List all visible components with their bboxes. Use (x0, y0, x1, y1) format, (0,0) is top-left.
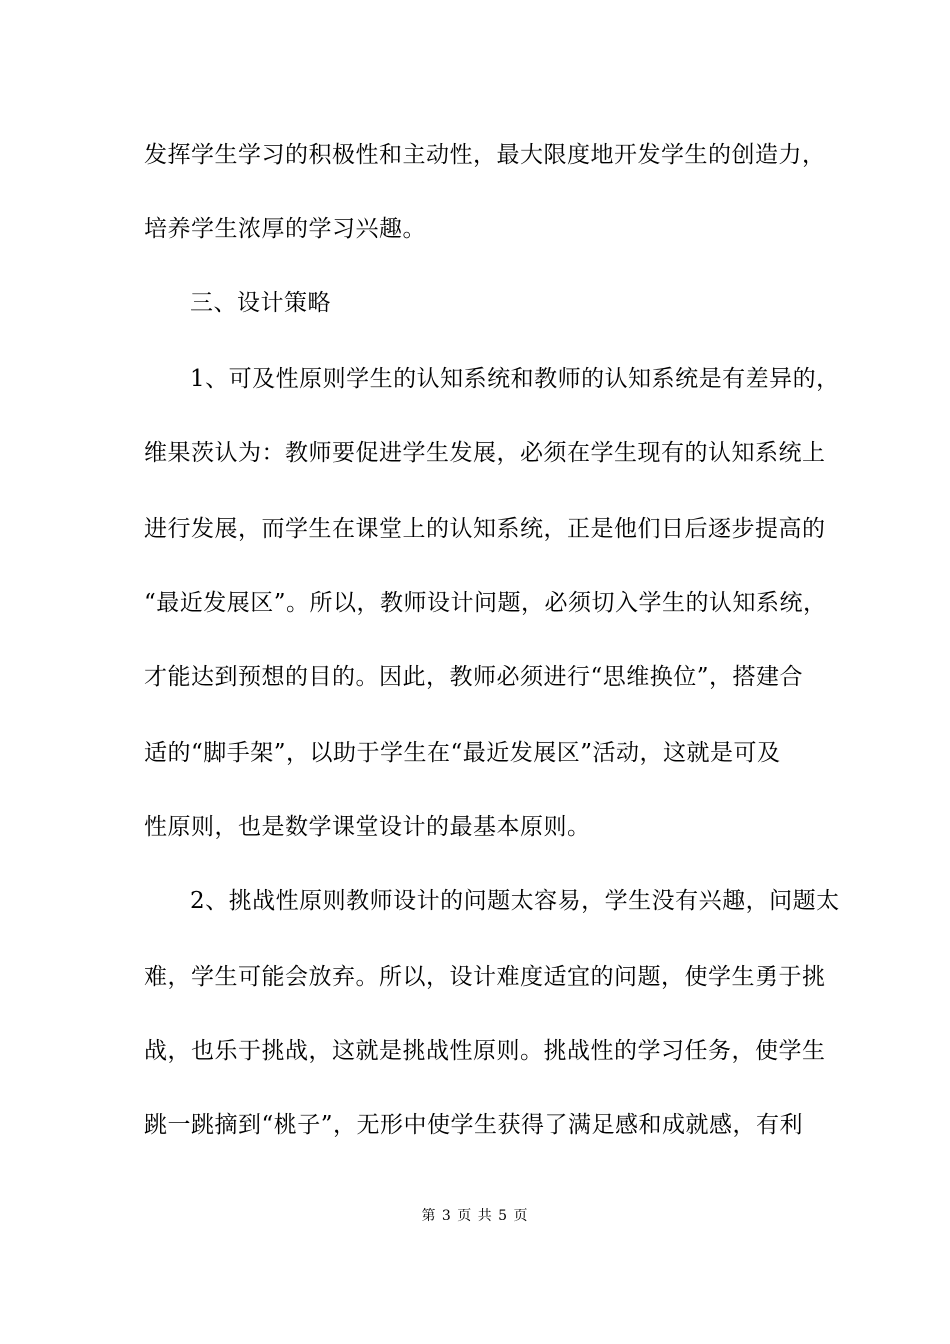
body-text-line: 2、挑战性原则教师设计的问题太容易，学生没有兴趣，问题太 (190, 888, 840, 914)
body-text-line: 适的“脚手架”，以助于学生在“最近发展区”活动，这就是可及 (144, 740, 781, 766)
body-text-line: 跳一跳摘到“桃子”，无形中使学生获得了满足感和成就感，有利 (144, 1112, 804, 1138)
body-text-line: “最近发展区”。所以，教师设计问题，必须切入学生的认知系统， (144, 590, 827, 616)
body-text-line: 难，学生可能会放弃。所以，设计难度适宜的问题，使学生勇于挑 (144, 964, 826, 990)
body-text-line: 发挥学生学习的积极性和主动性，最大限度地开发学生的创造力， (144, 142, 826, 168)
section-heading: 三、设计策略 (190, 290, 331, 316)
body-text-line: 性原则，也是数学课堂设计的最基本原则。 (144, 814, 591, 840)
body-text-line: 才能达到预想的目的。因此，教师必须进行“思维换位”，搭建合 (144, 664, 804, 690)
body-text-line: 维果茨认为：教师要促进学生发展，必须在学生现有的认知系统上 (144, 440, 826, 466)
page-number-footer: 第 3 页 共 5 页 (421, 1208, 529, 1224)
body-text-line: 战，也乐于挑战，这就是挑战性原则。挑战性的学习任务，使学生 (144, 1038, 826, 1064)
body-text-line: 1、可及性原则学生的认知系统和教师的认知系统是有差异的， (190, 366, 840, 392)
body-text-line: 培养学生浓厚的学习兴趣。 (144, 216, 426, 242)
body-text-line: 进行发展，而学生在课堂上的认知系统，正是他们日后逐步提高的 (144, 516, 826, 542)
